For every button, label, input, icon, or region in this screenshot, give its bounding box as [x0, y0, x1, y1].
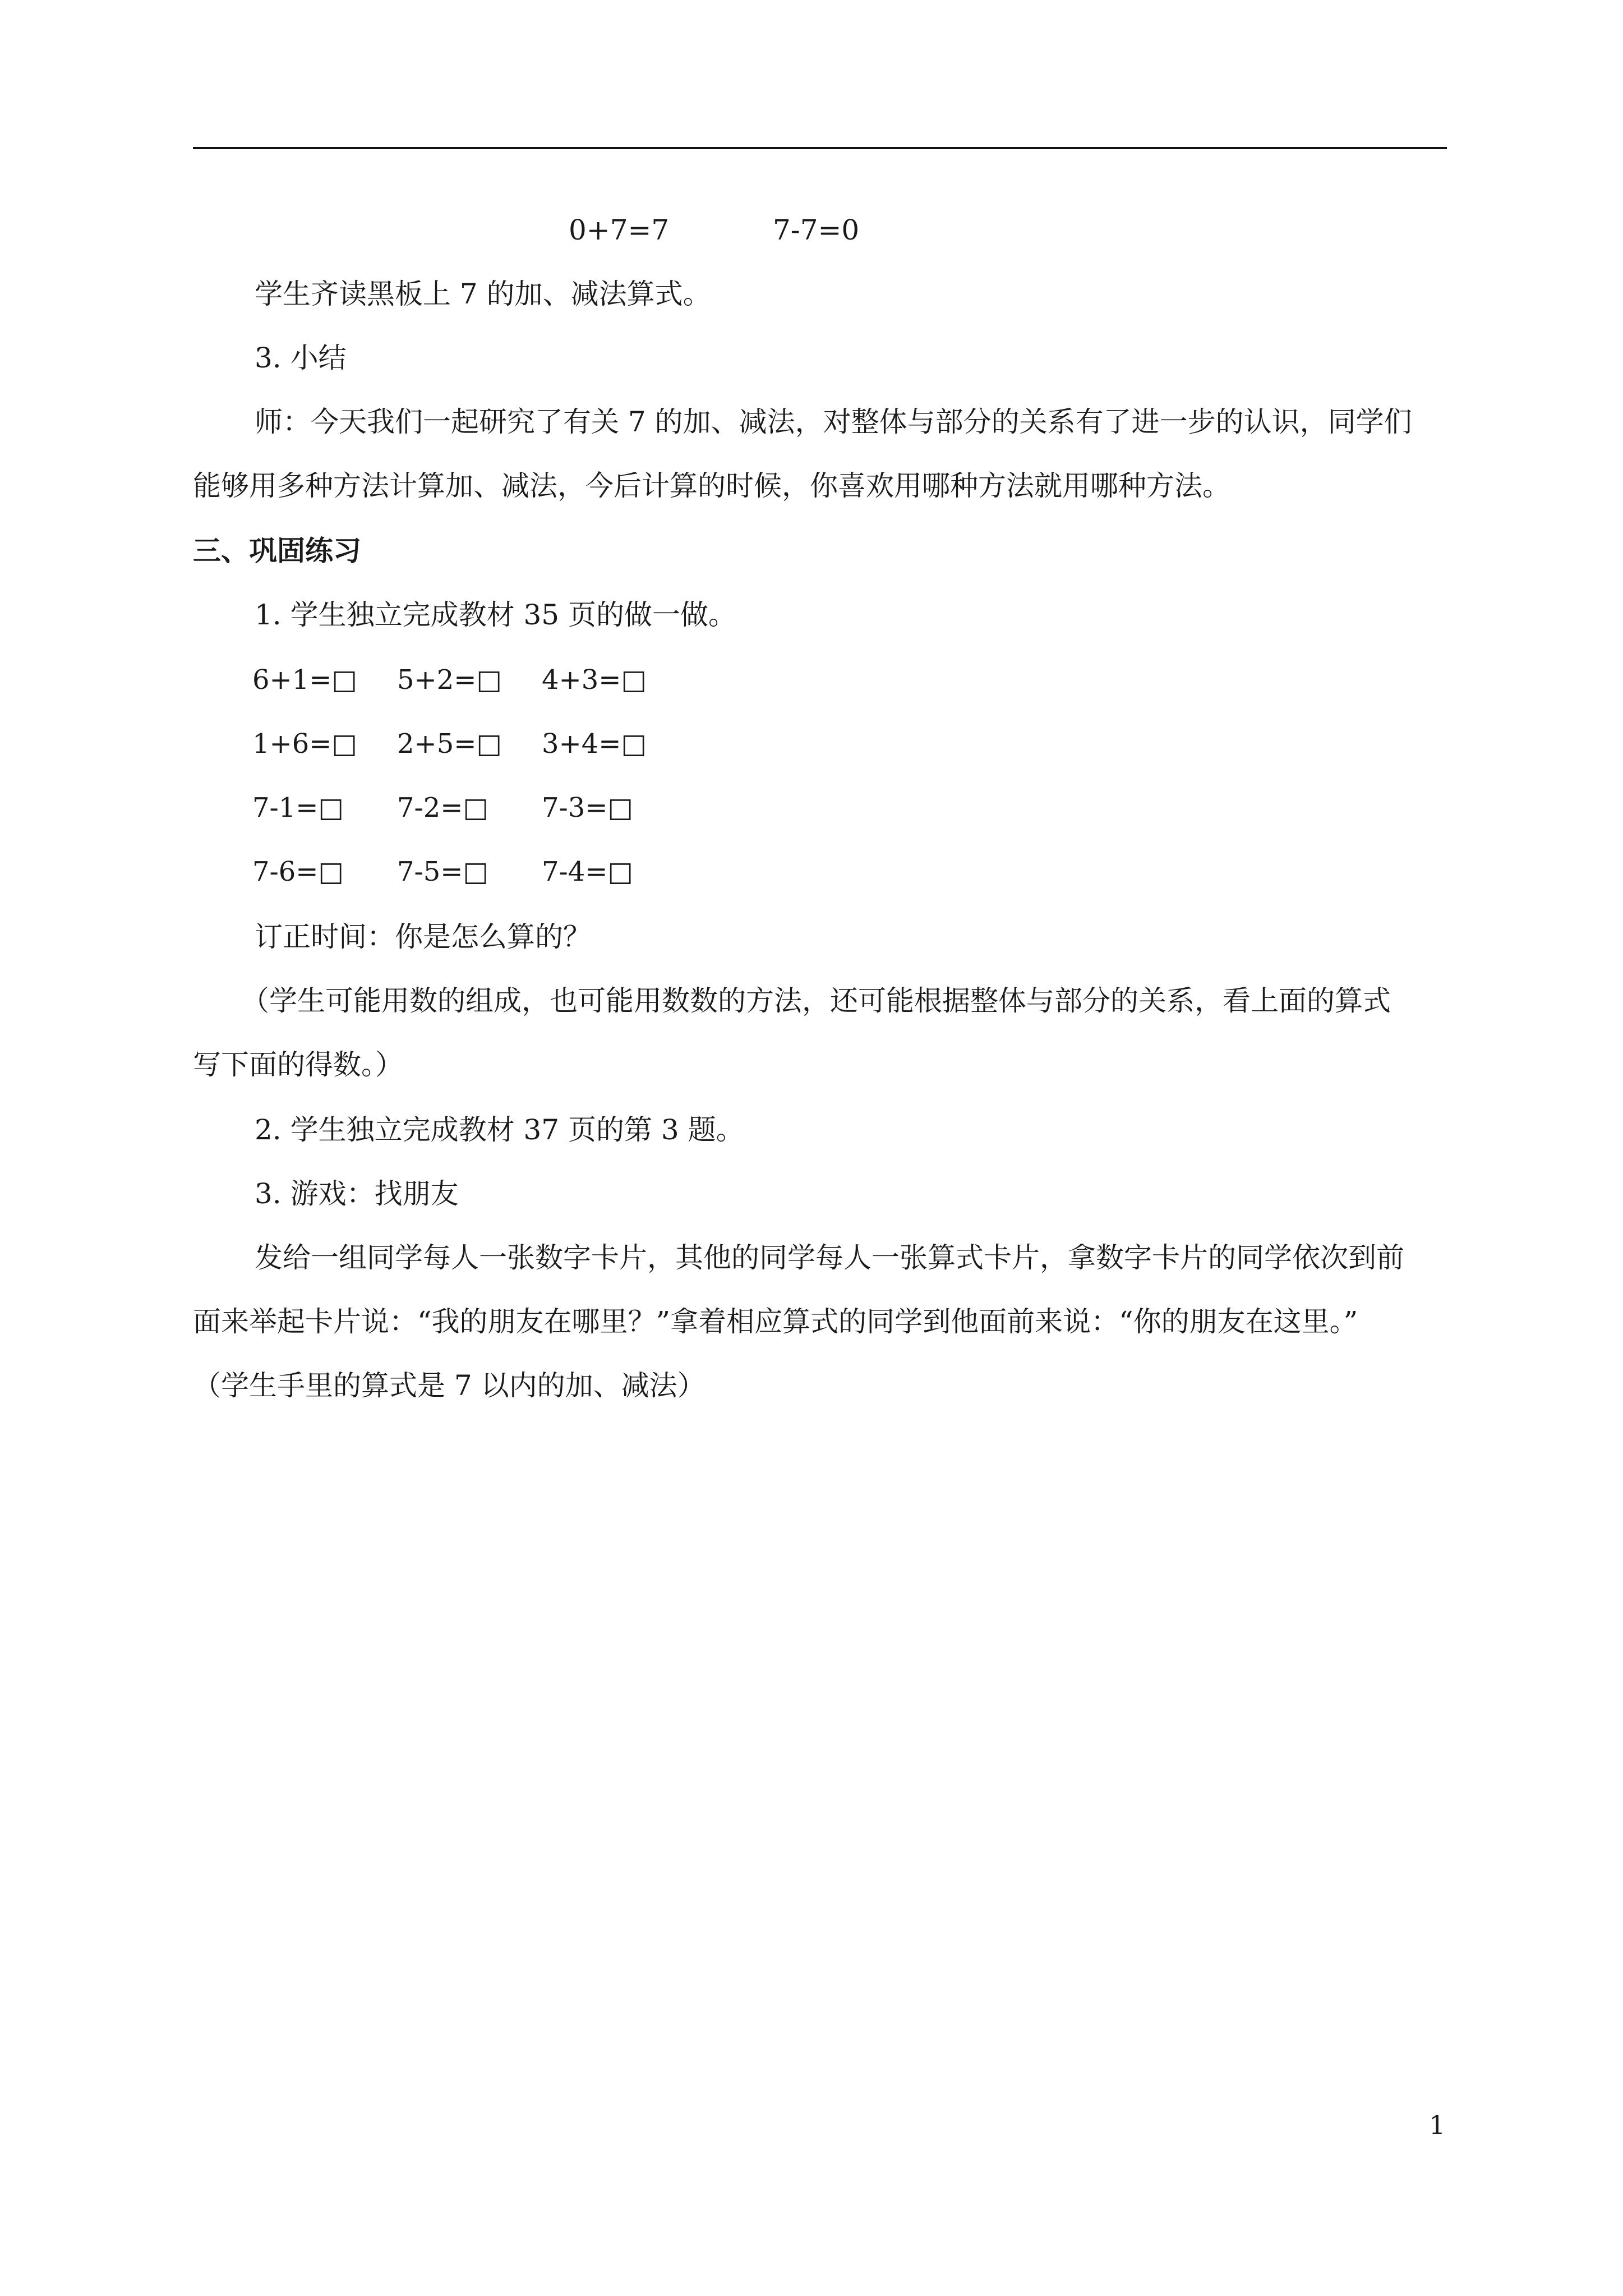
- practice-item-3: 3. 游戏：找朋友: [255, 1177, 459, 1210]
- exercise-cell: 7-2=□: [397, 792, 488, 823]
- teacher-summary-line-1: 师：今天我们一起研究了有关 7 的加、减法，对整体与部分的关系有了进一步的认识，同学们: [255, 406, 1412, 438]
- exercise-cell: 7-1=□: [252, 792, 344, 823]
- exercise-cell: 7-4=□: [542, 856, 633, 887]
- method-note-line-2: 写下面的得数。）: [193, 1048, 403, 1081]
- exercise-cell: 4+3=□: [542, 664, 647, 696]
- exercise-cell: 7-6=□: [252, 856, 344, 887]
- correction-prompt: 订正时间：你是怎么算的？: [255, 921, 591, 953]
- exercise-cell: 1+6=□: [252, 728, 357, 760]
- exercise-cell: 5+2=□: [397, 664, 502, 696]
- equation-7-minus-7: 7-7=0: [773, 214, 860, 246]
- practice-item-1: 1. 学生独立完成教材 35 页的做一做。: [255, 599, 737, 631]
- exercise-cell: 6+1=□: [252, 664, 357, 696]
- teacher-summary-line-2: 能够用多种方法计算加、减法，今后计算的时候，你喜欢用哪种方法就用哪种方法。: [193, 470, 1230, 502]
- game-description-line-2: 面来举起卡片说：“我的朋友在哪里？”拿着相应算式的同学到他面前来说：“你的朋友在这里。”: [193, 1305, 1358, 1338]
- exercise-cell: 3+4=□: [542, 728, 647, 760]
- method-note-line-1: （学生可能用数的组成，也可能用数数的方法，还可能根据整体与部分的关系，看上面的算式: [241, 984, 1391, 1017]
- exercise-cell: 7-5=□: [397, 856, 488, 887]
- section-heading-practice: 三、巩固练习: [193, 534, 361, 567]
- exercise-cell: 2+5=□: [397, 728, 502, 760]
- game-description-line-3: （学生手里的算式是 7 以内的加、减法）: [193, 1369, 706, 1402]
- header-rule: [193, 147, 1447, 149]
- read-board-line: 学生齐读黑板上 7 的加、减法算式。: [255, 278, 711, 310]
- exercise-cell: 7-3=□: [542, 792, 633, 823]
- summary-heading: 3. 小结: [255, 342, 347, 374]
- game-description-line-1: 发给一组同学每人一张数字卡片，其他的同学每人一张算式卡片，拿数字卡片的同学依次到前: [255, 1241, 1404, 1274]
- page-number: 1: [1429, 2110, 1446, 2140]
- equation-0-plus-7: 0+7=7: [569, 214, 670, 246]
- practice-item-2: 2. 学生独立完成教材 37 页的第 3 题。: [255, 1114, 744, 1146]
